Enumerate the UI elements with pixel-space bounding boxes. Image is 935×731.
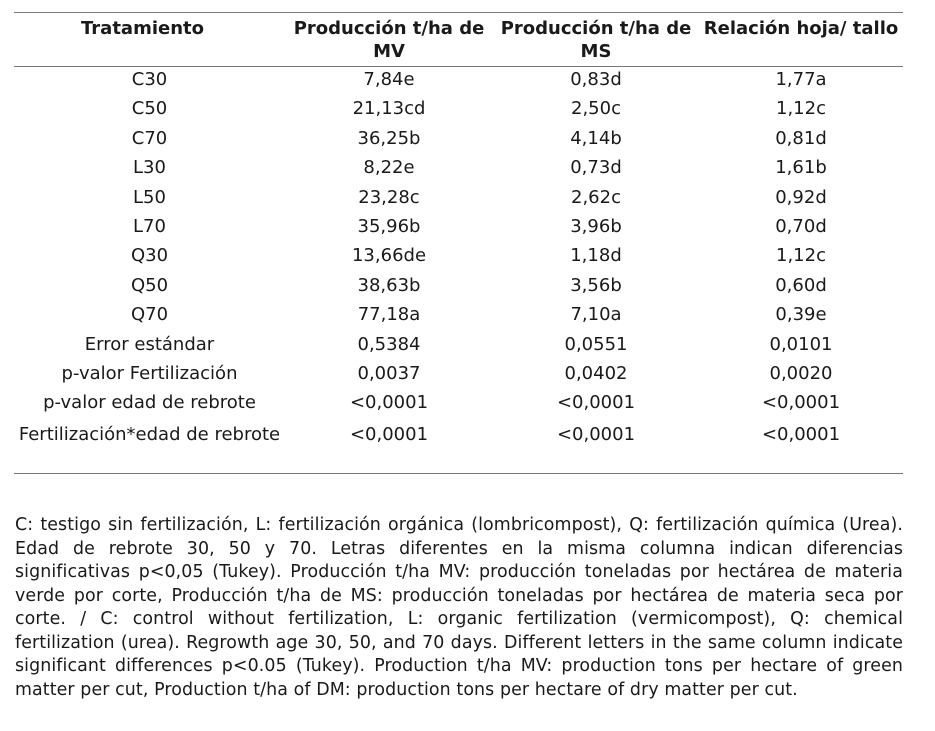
cell-relacion-hoja-tallo: 0,92d — [775, 186, 827, 208]
cell-produccion-mv: 8,22e — [363, 157, 415, 179]
cell-relacion-hoja-tallo: 0,81d — [775, 127, 827, 149]
cell-produccion-ms: 1,18d — [570, 245, 622, 267]
header-row — [14, 13, 903, 67]
cell-produccion-ms: 3,96b — [570, 215, 622, 237]
cell-produccion-ms: 4,14b — [570, 127, 622, 149]
cell-produccion-ms: 0,0402 — [564, 362, 628, 384]
cell-produccion-ms: 2,50c — [571, 98, 621, 120]
cell-produccion-ms: 7,10a — [570, 304, 622, 326]
cell-relacion-hoja-tallo: 1,12c — [776, 98, 826, 120]
cell-produccion-mv: 36,25b — [357, 127, 421, 149]
table-row — [14, 243, 903, 272]
cell-produccion-mv: 38,63b — [357, 274, 421, 296]
cell-produccion-mv: 0,5384 — [357, 333, 421, 355]
cell-tratamiento: p-valor edad de rebrote — [43, 392, 256, 414]
cell-produccion-ms: 3,56b — [570, 274, 622, 296]
cell-relacion-hoja-tallo: <0,0001 — [761, 392, 841, 414]
header-produccion-ms: Producción t/ha de MS — [493, 13, 699, 67]
cell-relacion-hoja-tallo: 0,0020 — [769, 362, 833, 384]
cell-produccion-mv: 77,18a — [357, 304, 421, 326]
results-table-container — [14, 12, 903, 474]
results-table — [14, 12, 903, 474]
table-footnote: C: testigo sin fertilización, L: fertilización orgánica (lombricompost), Q: fertilización química (Urea). Edad de rebrote 30, 50 y 70. Letras diferentes en la misma columna indican diferencias significativas p<0,05 (Tukey). Producción t/ha MV: producción toneladas por hectárea de materia verde por corte, Producción t/ha de MS: producción toneladas por hectárea de materia seca por corte. / C: control without fertilization, L: organic fertilization (vermicompost), Q: chemical fertilization (urea). Regrowth age 30, 50, and 70 days. Different letters in the same column indicate significant differences p<0.05 (Tukey). Production t/ha MV: production tons per hectare of green matter per cut, Production t/ha of DM: production tons per hectare of dry matter per cut. — [15, 515, 903, 700]
table-row — [14, 273, 903, 302]
cell-produccion-mv: 0,0037 — [357, 362, 421, 384]
cell-tratamiento: L30 — [133, 157, 166, 179]
cell-produccion-mv: 23,28c — [358, 186, 420, 208]
table-row — [14, 155, 903, 184]
cell-produccion-ms: <0,0001 — [493, 420, 699, 474]
table-row — [14, 361, 903, 390]
cell-relacion-hoja-tallo: 1,61b — [775, 157, 827, 179]
cell-produccion-mv: 35,96b — [357, 215, 421, 237]
cell-produccion-mv: <0,0001 — [285, 420, 493, 474]
cell-produccion-mv: 21,13cd — [352, 98, 426, 120]
cell-relacion-hoja-tallo: 1,77a — [775, 69, 827, 90]
cell-produccion-ms: 0,0551 — [564, 333, 628, 355]
cell-produccion-ms: 0,83d — [570, 69, 622, 90]
table-row — [14, 390, 903, 419]
cell-tratamiento: C70 — [131, 127, 168, 149]
table-row — [14, 126, 903, 155]
table-row — [14, 96, 903, 125]
cell-tratamiento: Q30 — [130, 245, 169, 267]
cell-produccion-mv: <0,0001 — [349, 392, 429, 414]
cell-tratamiento: Error estándar — [84, 333, 215, 355]
cell-relacion-hoja-tallo: 0,60d — [775, 274, 827, 296]
table-row — [14, 332, 903, 361]
header-produccion-mv: Producción t/ha de MV — [285, 13, 493, 67]
cell-tratamiento: p-valor Fertilización — [61, 362, 238, 384]
cell-produccion-mv: 13,66de — [351, 245, 427, 267]
cell-tratamiento: C50 — [131, 98, 168, 120]
cell-tratamiento: Fertilización*edad de rebrote — [14, 420, 285, 474]
cell-tratamiento: L70 — [133, 215, 166, 237]
cell-tratamiento: Q50 — [130, 274, 169, 296]
cell-relacion-hoja-tallo: 0,70d — [775, 215, 827, 237]
cell-relacion-hoja-tallo: 1,12c — [776, 245, 826, 267]
cell-relacion-hoja-tallo: 0,39e — [775, 304, 827, 326]
table-row — [14, 214, 903, 243]
cell-relacion-hoja-tallo: 0,0101 — [769, 333, 833, 355]
cell-produccion-ms: 0,73d — [570, 157, 622, 179]
header-tratamiento: Tratamiento — [14, 13, 285, 67]
table-header — [14, 13, 903, 67]
cell-produccion-ms: 2,62c — [571, 186, 621, 208]
cell-tratamiento: L50 — [133, 186, 166, 208]
cell-produccion-ms: <0,0001 — [556, 392, 636, 414]
header-relacion-hoja-tallo: Relación hoja/ tallo — [699, 13, 903, 67]
table-row — [14, 67, 903, 97]
cell-tratamiento: Q70 — [130, 304, 169, 326]
table-body — [14, 67, 903, 474]
table-row — [14, 420, 903, 474]
table-row — [14, 185, 903, 214]
cell-tratamiento: C30 — [131, 69, 168, 90]
cell-produccion-mv: 7,84e — [363, 69, 415, 90]
table-row — [14, 302, 903, 331]
cell-relacion-hoja-tallo: <0,0001 — [699, 420, 903, 474]
